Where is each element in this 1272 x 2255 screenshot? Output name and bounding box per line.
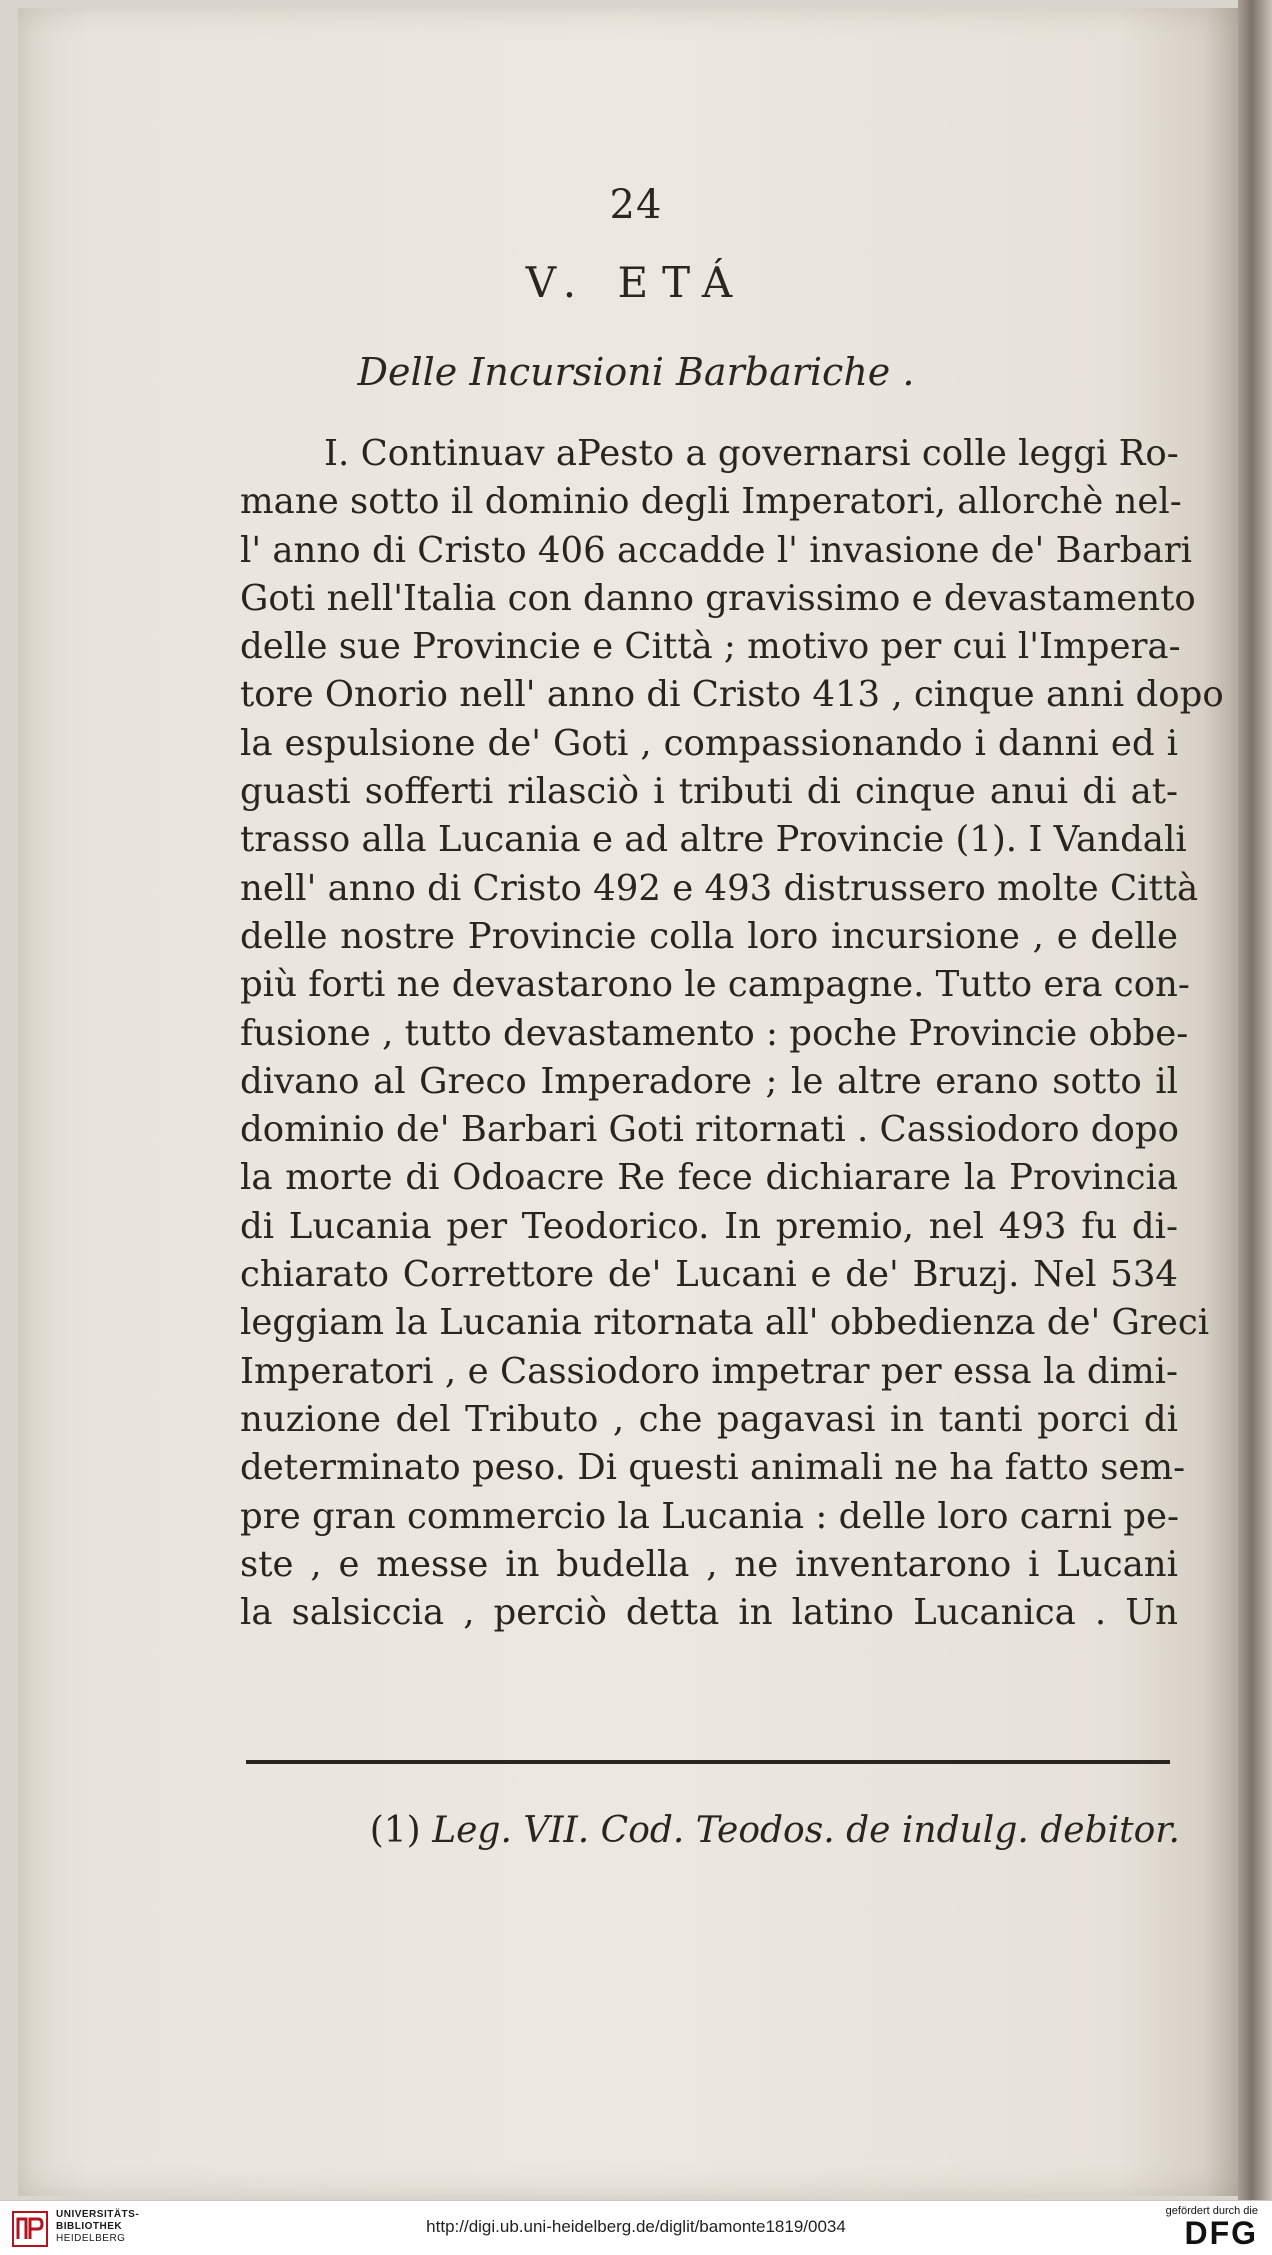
body-line: più forti ne devastarono le campagne. Tutto era con- (240, 964, 1190, 1006)
body-line: I. Continuav aPesto a governarsi colle leggi Ro- (324, 433, 1179, 474)
footnote-marker: (1) (369, 1810, 421, 1851)
sponsor-caption: gefördert durch die (1165, 2205, 1258, 2217)
body-line: leggiam la Lucania ritornata all' obbedienza de' Greci (240, 1302, 1210, 1344)
body-line: guasti sofferti rilasciò i tributi di cinque anui di at- (240, 771, 1178, 813)
chapter-title: V. ETÁ (525, 258, 747, 307)
body-line: delle nostre Provincie colla loro incursione , e delle (240, 915, 1178, 957)
footnote-text: Leg. VII. Cod. Teodos. de indulg. debitor. (432, 1810, 1180, 1851)
footer-bar (0, 2200, 1272, 2255)
body-line: determinato peso. Di questi animali ne ha fatto sem- (240, 1447, 1186, 1489)
library-name-line-3: HEIDELBERG (56, 2233, 126, 2244)
footnote (310, 1810, 1180, 1851)
body-line: nell' anno di Cristo 492 e 493 distrussero molte Città (240, 867, 1199, 909)
body-line: fusione , tutto devastamento : poche Provincie obbe- (240, 1012, 1189, 1054)
book-edge (1238, 0, 1272, 2200)
body-line: ste , e messe in budella , ne inventarono i Lucani (240, 1543, 1178, 1585)
body-line: dominio de' Barbari Goti ritornati . Cassiodoro dopo (240, 1109, 1179, 1151)
page-number: 24 (609, 182, 663, 228)
body-line: Goti nell'Italia con danno gravissimo e devastamento (240, 577, 1196, 619)
section-subtitle: Delle Incursioni Barbariche . (357, 350, 915, 394)
body-line: chiarato Correttore de' Lucani e de' Bruzj. Nel 534 (240, 1254, 1178, 1296)
body-line: mane sotto il dominio degli Imperatori, allorchè nel- (240, 481, 1182, 523)
sponsor-credit (1166, 2205, 1258, 2249)
body-line: la morte di Odoacre Re fece dichiarare la Provincia (240, 1157, 1178, 1199)
body-line: nuzione del Tributo , che pagavasi in tanti porci di (240, 1398, 1178, 1440)
body-line: l' anno di Cristo 406 accadde l' invasione de' Barbari (240, 529, 1192, 571)
body-line: divano al Greco Imperadore ; le altre erano sotto il (240, 1060, 1178, 1102)
permalink-url[interactable]: http://digi.ub.uni-heidelberg.de/diglit/bamonte1819/0034 (426, 2217, 846, 2236)
body-line: di Lucania per Teodorico. In premio, nel 493 fu di- (240, 1205, 1178, 1247)
body-line: tore Onorio nell' anno di Cristo 413 , cinque anni dopo (240, 674, 1224, 716)
body-line: la espulsione de' Goti , compassionando i danni ed i (240, 722, 1178, 764)
library-name-line-1: UNIVERSITÄTS- (56, 2209, 140, 2220)
body-line: pre gran commercio la Lucania : delle loro carni pe- (240, 1495, 1179, 1537)
body-line: Imperatori , e Cassiodoro impetrar per essa la dimi- (240, 1350, 1178, 1392)
body-line: delle sue Provincie e Città ; motivo per cui l'Impera- (240, 626, 1181, 668)
library-name-line-2: BIBLIOTHEK (56, 2221, 123, 2232)
dfg-logo: DFG (1184, 2215, 1258, 2251)
body-line: la salsiccia , perciò detta in latino Lucanica . Un (240, 1592, 1178, 1634)
body-text (240, 430, 1224, 1637)
footnote-divider (246, 1760, 1170, 1764)
body-line: trasso alla Lucania e ad altre Provincie (1). I Vandali (240, 819, 1187, 861)
